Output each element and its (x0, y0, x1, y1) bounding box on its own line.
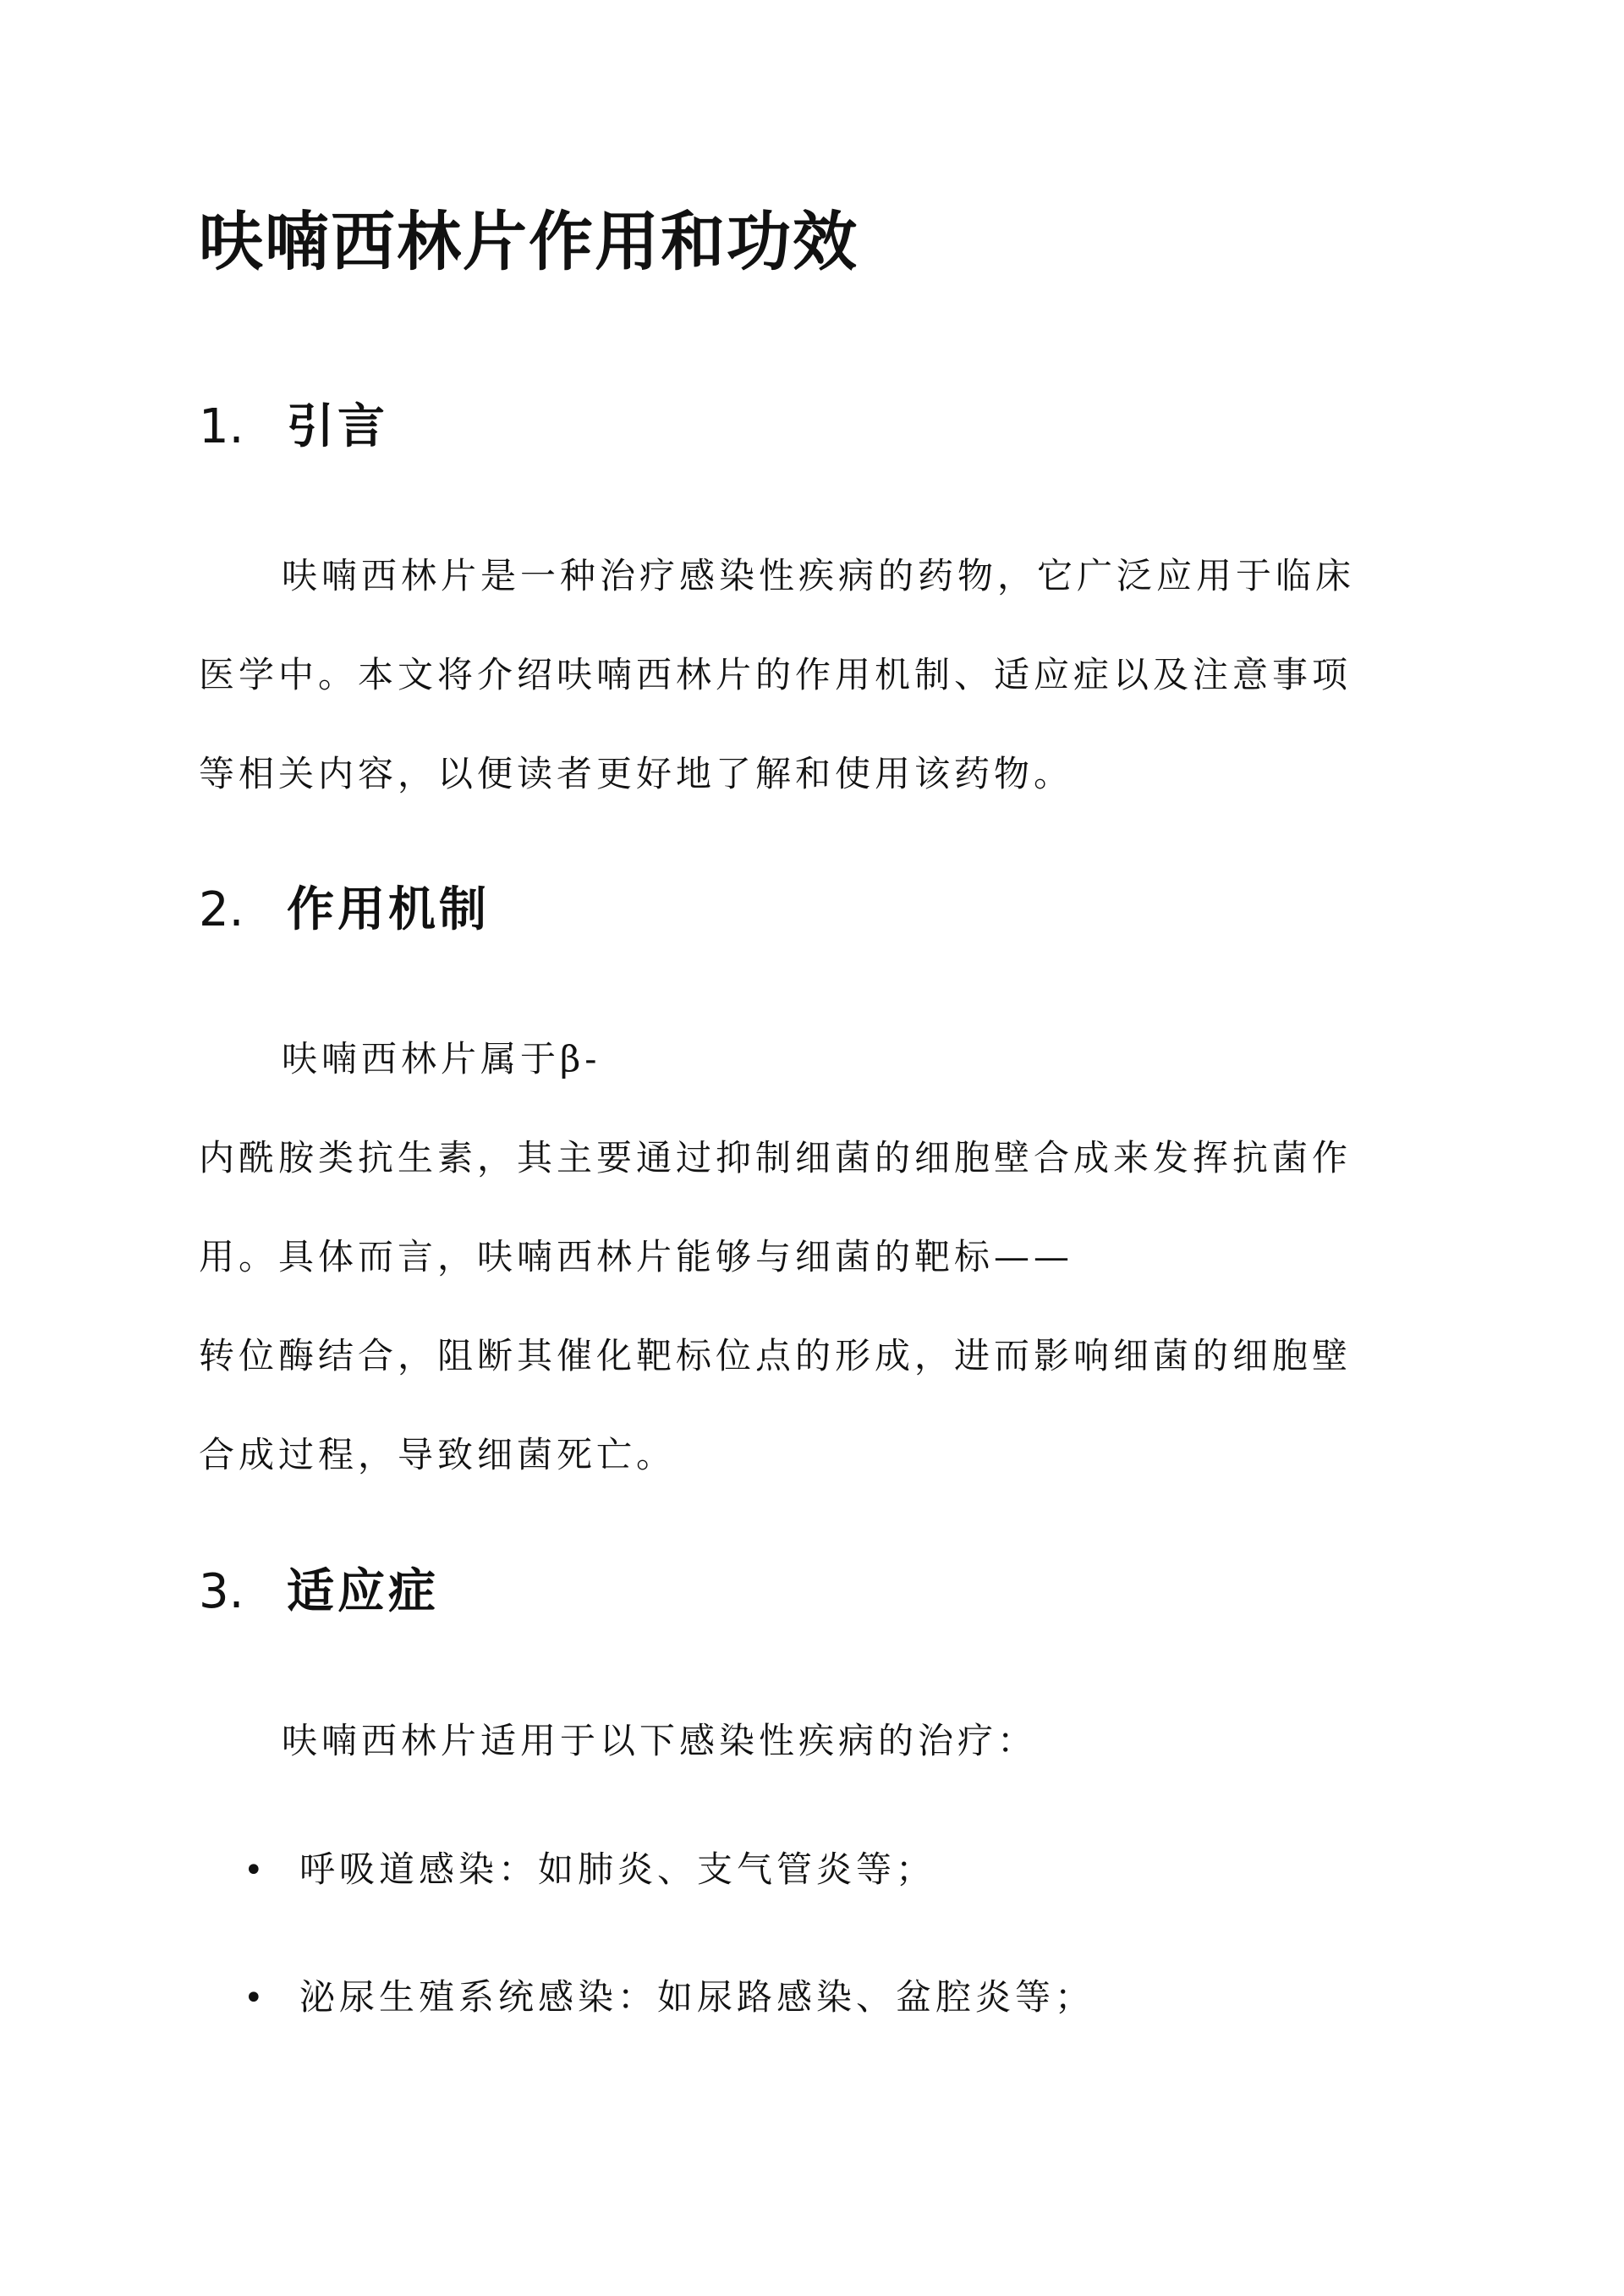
section-heading-mechanism (199, 876, 490, 944)
bullet-icon: • (244, 1979, 268, 2018)
document-title: 呋喃西林片作用和功效 (199, 204, 859, 279)
section-number: 2. (199, 882, 244, 937)
bullet-icon: • (244, 1851, 268, 1890)
paragraph-line: 呋喃西林片是一种治疗感染性疾病的药物，它广泛应用于临床 (282, 555, 1356, 596)
paragraph-line: 合成过程，导致细菌死亡。 (199, 1434, 677, 1475)
list-item (244, 1844, 935, 1896)
section-title: 引言 (287, 399, 388, 454)
paragraph-line: 用。具体而言，呋喃西林片能够与细菌的靶标—— (199, 1236, 1074, 1277)
paragraph-line: 转位酶结合，阻断其催化靶标位点的形成，进而影响细菌的细胞壁 (199, 1335, 1352, 1376)
paragraph-line: 医学中。本文将介绍呋喃西林片的作用机制、适应症以及注意事项 (199, 654, 1352, 695)
paragraph-line: 内酰胺类抗生素，其主要通过抑制细菌的细胞壁合成来发挥抗菌作 (199, 1137, 1352, 1178)
section-title: 适应症 (287, 1564, 439, 1619)
section-number: 3. (199, 1564, 244, 1619)
section-heading-indications (199, 1558, 439, 1626)
list-item (244, 1972, 1095, 2024)
paragraph-line: 呋喃西林片适用于以下感染性疾病的治疗： (282, 1720, 1038, 1761)
paragraph-line: 等相关内容，以便读者更好地了解和使用该药物。 (199, 753, 1074, 794)
section-heading-introduction (199, 393, 388, 461)
list-item-text: 呼吸道感染：如肺炎、支气管炎等； (299, 1848, 936, 1890)
list-item-text: 泌尿生殖系统感染：如尿路感染、盆腔炎等； (299, 1976, 1095, 2018)
paragraph-line: 呋喃西林片属于β- (282, 1038, 601, 1079)
section-number: 1. (199, 399, 244, 454)
section-title: 作用机制 (287, 882, 490, 937)
